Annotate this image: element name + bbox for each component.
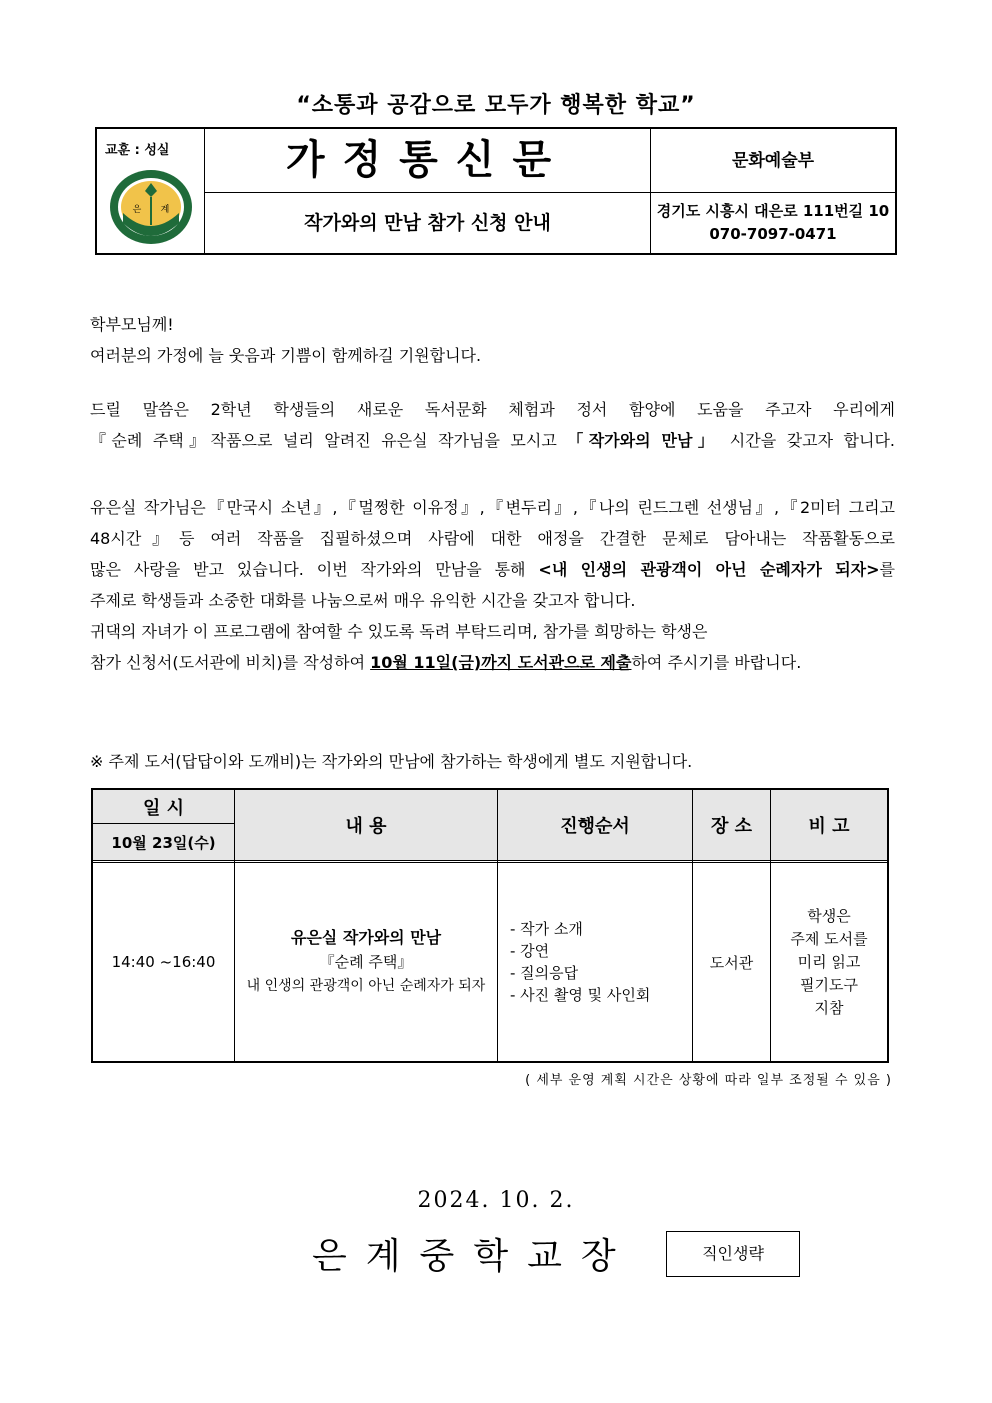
greeting-line: 여러분의 가정에 늘 웃음과 기쁨이 함께하길 기원합니다. — [90, 346, 482, 365]
order-item: - 작가 소개 — [510, 920, 583, 938]
paragraph-line: 주제로 학생들과 소중한 대화를 나눔으로써 매우 유익한 시간을 갖고자 합니다. — [90, 591, 636, 610]
row-time: 14:40 ~16:40 — [111, 953, 216, 971]
header-date: 10월 23일(수) — [93, 824, 234, 860]
remark-line: 주제 도서를 — [790, 929, 868, 948]
order-item: - 질의응답 — [510, 964, 579, 982]
header-datetime: 일 시 — [93, 790, 234, 823]
deadline-text: 10월 11일(금)까지 도서관으로 제출 — [370, 653, 632, 672]
order-item: - 사진 촬영 및 사인회 — [510, 986, 651, 1004]
content-theme: 내 인생의 관광객이 아닌 순례자가 되자 — [246, 978, 486, 994]
school-emblem-cell — [97, 129, 205, 253]
newsletter-subtitle: 작가와의 만남 참가 신청 안내 — [205, 193, 651, 253]
school-address: 경기도 시흥시 대은로 111번길 10 — [656, 202, 890, 220]
seal-omitted-box: 직인생략 — [666, 1231, 800, 1277]
paragraph-line: 『순례 주택』작품으로 널리 알려진 유은실 작가님을 모시고 「작가와의 만남」 시간을 갖고자 합니다. — [90, 431, 896, 450]
remark-line: 미리 읽고 — [797, 952, 861, 971]
school-phone: 070-7097-0471 — [709, 225, 837, 243]
issue-date: 2024. 10. 2. — [417, 1188, 575, 1213]
row-order — [498, 863, 692, 1061]
row-remarks — [771, 863, 887, 1061]
paragraph-line: 드릴 말씀은 2학년 학생들의 새로운 독서문화 체험과 정서 함양에 도움을 주고자 우리에게 — [90, 400, 895, 419]
remark-line: 필기도구 — [800, 975, 858, 994]
content-title: 유은실 작가와의 만남 — [290, 928, 442, 947]
header-remarks: 비 고 — [771, 790, 887, 860]
school-motto-label: 교훈 : 성실 — [105, 143, 170, 158]
paragraph-2 — [90, 492, 895, 678]
logo-right-char: 계 — [160, 205, 170, 215]
table-caption: ( 세부 운영 계획 시간은 상황에 따라 일부 조정될 수 있음 ) — [525, 1073, 892, 1088]
remark-line: 학생은 — [807, 906, 851, 925]
greeting-block — [90, 309, 895, 371]
order-item: - 강연 — [510, 942, 550, 960]
schedule-table — [91, 788, 889, 1063]
paragraph-line: 48시간』등 여러 작품을 집필하셨으며 사람에 대한 애정을 간결한 문체로 담아내는 작품활동으로 — [90, 529, 895, 548]
paragraph-1 — [90, 394, 895, 456]
row-content — [235, 863, 497, 1061]
content-book: 『순례 주택』 — [319, 953, 413, 971]
paragraph-line: 참가 신청서(도서관에 비치)를 작성하여 10월 11일(금)까지 도서관으로 제출하여 주시기를 바랍니다. — [90, 653, 802, 672]
newsletter-title: 가정통신문 — [205, 129, 651, 193]
school-contact — [651, 193, 895, 253]
principal-signature: 은계중학교장 — [312, 1236, 635, 1277]
school-motto-banner: “소통과 공감으로 모두가 행복한 학교” — [296, 93, 696, 118]
department-name: 문화예술부 — [651, 129, 895, 193]
remark-line: 지참 — [814, 998, 844, 1017]
paragraph-line: 유은실 작가님은『만국시 소년』,『멀쩡한 이유정』,『변두리』,『나의 린드그렌 선생님』,『2미터 그리고 — [90, 498, 895, 517]
logo-left-char: 은 — [132, 205, 142, 215]
header-order: 진행순서 — [498, 790, 692, 860]
header-content: 내 용 — [235, 790, 497, 860]
school-logo-icon — [107, 167, 195, 247]
newsletter-header — [95, 127, 897, 255]
row-place: 도서관 — [709, 953, 754, 972]
paragraph-line: 귀댁의 자녀가 이 프로그램에 참여할 수 있도록 독려 부탁드리며, 참가를 희망하는 학생은 — [90, 622, 708, 641]
book-support-note: ※ 주제 도서(답답이와 도깨비)는 작가와의 만남에 참가하는 학생에게 별도 지원합니다. — [90, 752, 693, 771]
header-place: 장 소 — [693, 790, 770, 860]
paragraph-line: 많은 사랑을 받고 있습니다. 이번 작가와의 만남을 통해 <내 인생의 관광객이 아닌 순례자가 되자>를 — [90, 560, 895, 579]
greeting-line: 학부모님께! — [90, 315, 174, 334]
